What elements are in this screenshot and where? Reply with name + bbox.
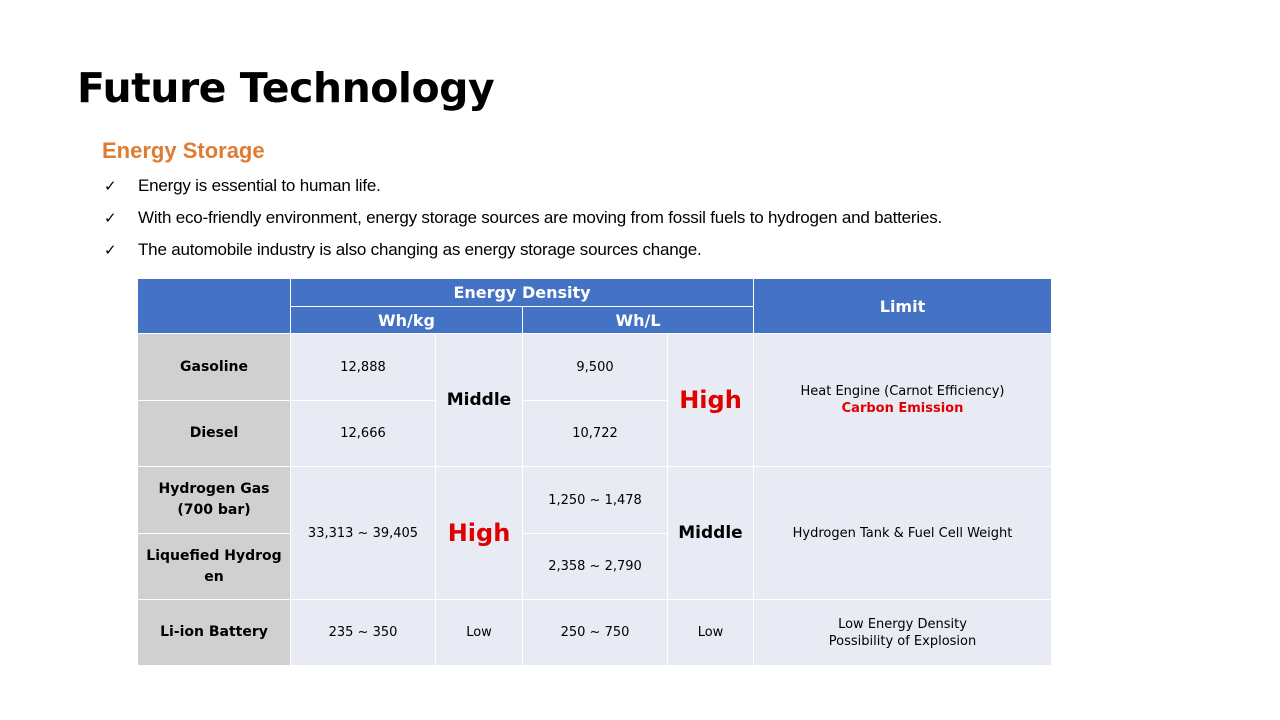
hydrogen-wh-kg: 33,313 ~ 39,405 <box>291 467 436 600</box>
check-icon: ✓ <box>104 177 117 195</box>
fossil-wh-kg-level: Middle <box>436 334 523 467</box>
li-ion-limit <box>754 600 1052 666</box>
diesel-wh-kg: 12,666 <box>291 401 436 467</box>
header-blank-cell <box>138 279 291 334</box>
energy-density-table <box>137 278 1052 666</box>
slide-title: Future Technology <box>77 64 495 112</box>
liquefied-hydrogen-wh-l: 2,358 ~ 2,790 <box>523 534 668 600</box>
hydrogen-gas-label-line1: Hydrogen Gas <box>158 481 270 497</box>
gasoline-wh-kg: 12,888 <box>291 334 436 401</box>
row-label-li-ion-battery: Li-ion Battery <box>138 600 291 666</box>
diesel-wh-l: 10,722 <box>523 401 668 467</box>
hydrogen-wh-kg-level: High <box>436 467 523 600</box>
fossil-limit-line2: Carbon Emission <box>841 401 964 416</box>
liquefied-hydrogen-label-line2: en <box>204 568 224 585</box>
hydrogen-wh-l-level: Middle <box>668 467 754 600</box>
row-label-liquefied-hydrogen <box>138 534 291 600</box>
liquefied-hydrogen-label-line1: Liquefied Hydrog <box>146 547 282 564</box>
fossil-limit <box>754 334 1052 467</box>
fossil-wh-l-level: High <box>668 334 754 467</box>
li-ion-limit-line2: Possibility of Explosion <box>828 633 977 649</box>
hydrogen-gas-wh-l: 1,250 ~ 1,478 <box>523 467 668 534</box>
bullet-text: With eco-friendly environment, energy storage sources are moving from fossil fuels to hydrogen and batteries. <box>138 208 943 227</box>
check-icon: ✓ <box>104 209 117 227</box>
li-ion-wh-l-level: Low <box>668 600 754 666</box>
check-icon: ✓ <box>104 241 117 259</box>
bullet-text: The automobile industry is also changing as energy storage sources change. <box>138 240 702 259</box>
header-limit: Limit <box>754 279 1052 334</box>
section-subtitle: Energy Storage <box>102 138 265 163</box>
row-label-gasoline: Gasoline <box>138 334 291 401</box>
li-ion-wh-kg-level: Low <box>436 600 523 666</box>
li-ion-wh-l: 250 ~ 750 <box>523 600 668 666</box>
hydrogen-limit: Hydrogen Tank & Fuel Cell Weight <box>754 467 1052 600</box>
bullet-text: Energy is essential to human life. <box>138 176 381 195</box>
header-energy-density: Energy Density <box>291 279 754 307</box>
fossil-limit-line1: Heat Engine (Carnot Efficiency) <box>800 384 1005 399</box>
li-ion-limit-line1: Low Energy Density <box>838 616 967 632</box>
row-label-diesel: Diesel <box>138 401 291 467</box>
gasoline-wh-l: 9,500 <box>523 334 668 401</box>
hydrogen-gas-label-line2: (700 bar) <box>177 502 251 518</box>
header-wh-l: Wh/L <box>523 307 754 334</box>
header-wh-kg: Wh/kg <box>291 307 523 334</box>
row-label-hydrogen-gas <box>138 467 291 534</box>
li-ion-wh-kg: 235 ~ 350 <box>291 600 436 666</box>
